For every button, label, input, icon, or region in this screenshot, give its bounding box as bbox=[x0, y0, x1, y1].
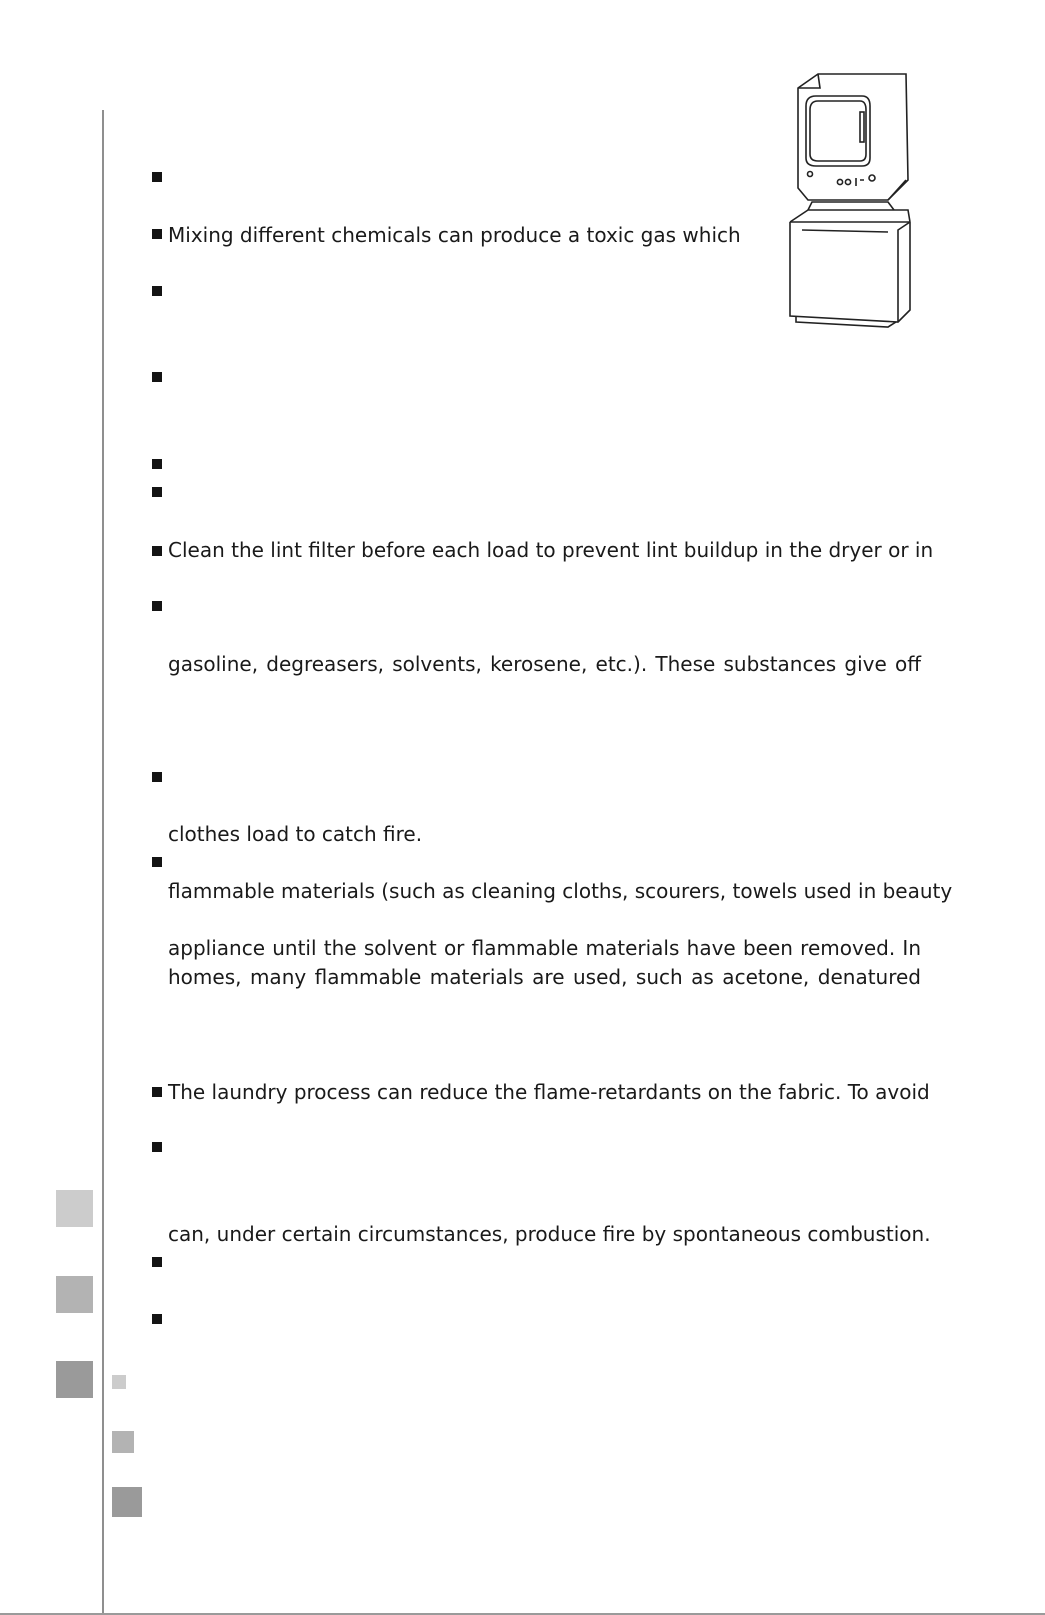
bullet-marker bbox=[152, 1142, 162, 1152]
legend-swatch-dark bbox=[112, 1487, 142, 1517]
bullet-marker bbox=[152, 286, 162, 296]
bullet-marker bbox=[152, 1314, 162, 1324]
bullet-marker bbox=[152, 857, 162, 867]
stacked-washer-dryer-icon bbox=[788, 70, 928, 335]
bullet-marker bbox=[152, 487, 162, 497]
section-tab-mid bbox=[56, 1276, 93, 1313]
text-line: clothes load to catch fire. bbox=[168, 822, 423, 846]
bullet-marker bbox=[152, 372, 162, 382]
bullet-marker bbox=[152, 546, 162, 556]
section-tab-dark bbox=[56, 1361, 93, 1398]
text-line: can, under certain circumstances, produce fire by spontaneous combustion. bbox=[168, 1222, 931, 1246]
section-tab-light bbox=[56, 1190, 93, 1227]
text-line: Mixing different chemicals can produce a toxic gas which bbox=[168, 223, 741, 247]
text-line: Clean the lint filter before each load to prevent lint buildup in the dryer or in bbox=[168, 538, 934, 562]
bullet-marker bbox=[152, 1087, 162, 1097]
text-line: appliance until the solvent or flammable materials have been removed. In bbox=[168, 936, 921, 960]
text-line: flammable materials (such as cleaning cloths, scourers, towels used in beauty bbox=[168, 879, 953, 903]
text-line: gasoline, degreasers, solvents, kerosene, etc.). These substances give off bbox=[168, 652, 921, 676]
bullet-marker bbox=[152, 1257, 162, 1267]
bullet-marker bbox=[152, 459, 162, 469]
text-line: The laundry process can reduce the flame-retardants on the fabric. To avoid bbox=[168, 1080, 930, 1104]
text-line: homes, many flammable materials are used, such as acetone, denatured bbox=[168, 965, 921, 989]
margin-rule bbox=[102, 110, 104, 1615]
legend-swatch-light bbox=[112, 1375, 126, 1389]
bullet-marker bbox=[152, 229, 162, 239]
legend-swatch-mid bbox=[112, 1431, 134, 1453]
bullet-marker bbox=[152, 772, 162, 782]
bullet-marker bbox=[152, 601, 162, 611]
bullet-marker bbox=[152, 172, 162, 182]
